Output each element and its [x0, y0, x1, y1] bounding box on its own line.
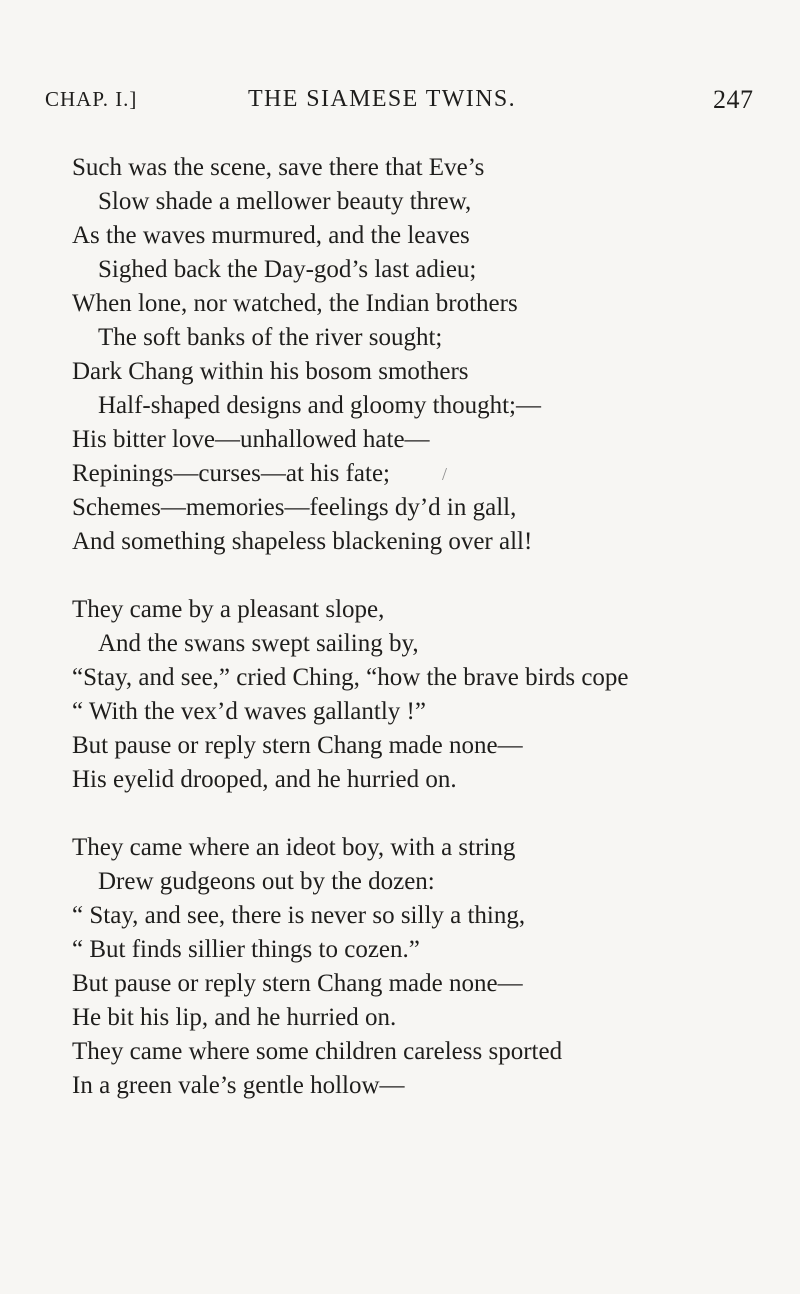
poem-line: They came where some children careless sported — [72, 1038, 563, 1065]
chapter-label: CHAP. I.] — [45, 87, 138, 111]
poem-line: Repinings—curses—at his fate; — [72, 460, 390, 487]
poem-line: Such was the scene, save there that Eve’s — [72, 154, 485, 181]
poem-line: Sighed back the Day-god’s last adieu; — [98, 256, 477, 283]
poem-line: His bitter love—unhallowed hate— — [72, 426, 430, 453]
poem-line: They came by a pleasant slope, — [72, 596, 385, 623]
running-title: THE SIAMESE TWINS. — [248, 86, 517, 112]
poem-line: The soft banks of the river sought; — [98, 324, 443, 351]
poem-line: And something shapeless blackening over all! — [72, 528, 533, 555]
poem-line: Half-shaped designs and gloomy thought;— — [98, 392, 541, 419]
poem-line: But pause or reply stern Chang made none— — [72, 732, 523, 759]
poem-line: He bit his lip, and he hurried on. — [72, 1004, 397, 1031]
running-head — [0, 87, 800, 127]
poem-line: Drew gudgeons out by the dozen: — [98, 868, 435, 895]
stray-mark: / — [442, 464, 448, 484]
poem-line: His eyelid drooped, and he hurried on. — [72, 766, 457, 793]
poem-line: But pause or reply stern Chang made none— — [72, 970, 523, 997]
page-number: 247 — [713, 85, 754, 114]
poem-line: “ But finds sillier things to cozen.” — [72, 936, 420, 963]
poem-line: Schemes—memories—feelings dy’d in gall, — [72, 494, 517, 521]
poem-line: “Stay, and see,” cried Ching, “how the brave birds cope — [72, 664, 629, 691]
poem-line: When lone, nor watched, the Indian brothers — [72, 290, 518, 317]
poem-line: As the waves murmured, and the leaves — [72, 222, 470, 249]
poem-line: “ With the vex’d waves gallantly !” — [72, 698, 426, 725]
poem-line: “ Stay, and see, there is never so silly a thing, — [72, 902, 526, 929]
poem-line: In a green vale’s gentle hollow— — [72, 1072, 405, 1099]
poem-line: They came where an ideot boy, with a string — [72, 834, 516, 861]
poem-line: Dark Chang within his bosom smothers — [72, 358, 469, 385]
poem-line: Slow shade a mellower beauty threw, — [98, 188, 472, 215]
poem-line: And the swans swept sailing by, — [98, 630, 419, 657]
